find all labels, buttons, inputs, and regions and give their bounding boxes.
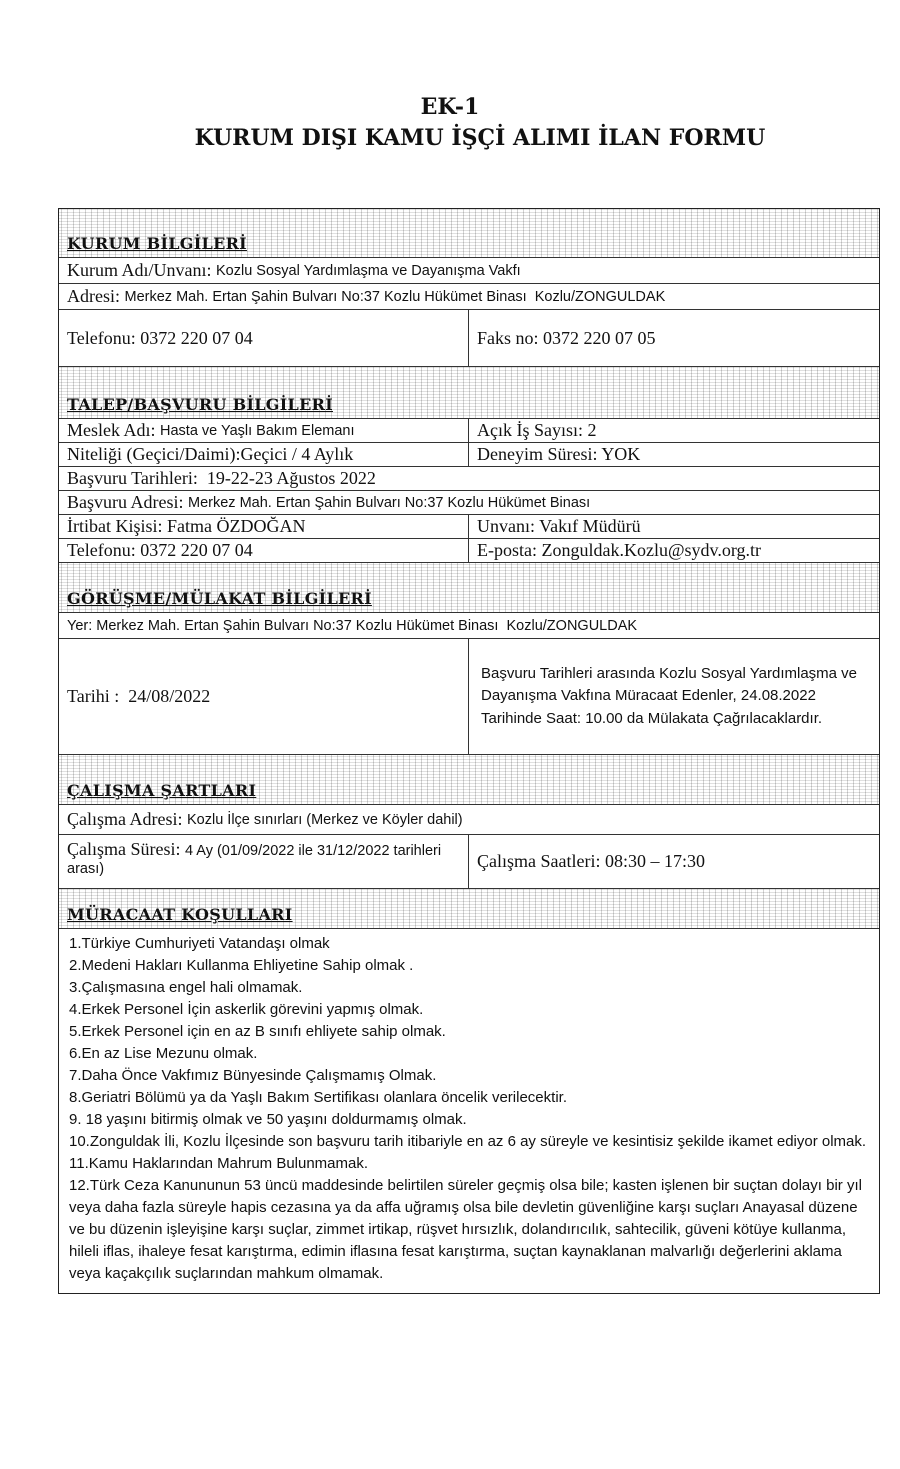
row-irtibat (59, 514, 879, 538)
kurum-name-value: Kozlu Sosyal Yardımlaşma ve Dayanışma Vakfı (216, 262, 521, 279)
unvan: Unvanı: Vakıf Müdürü (477, 516, 641, 536)
calisma-adresi-value: Kozlu İlçe sınırları (Merkez ve Köyler dahil) (187, 811, 463, 828)
calisma-saatleri: Çalışma Saatleri: 08:30 – 17:30 (477, 851, 705, 871)
section-title-kurum: KURUM BİLGİLERİ (67, 234, 247, 253)
deneyim-suresi: Deneyim Süresi: YOK (477, 444, 641, 464)
row-kurum-adres (59, 283, 879, 309)
kurum-name-label: Kurum Adı/Unvanı: (67, 260, 216, 280)
section-calisma (59, 754, 879, 804)
list-item: 8.Geriatri Bölümü ya da Yaşlı Bakım Sertifikası olanlara öncelik verilecektir. (69, 1089, 567, 1106)
list-item: 11.Kamu Haklarından Mahrum Bulunmamak. (69, 1155, 369, 1172)
row-meslek (59, 418, 879, 442)
section-title-calisma: ÇALIŞMA ŞARTLARI (67, 781, 257, 800)
row-basvuru-adresi (59, 490, 879, 514)
kurum-address-value: Merkez Mah. Ertan Şahin Bulvarı No:37 Kozlu Hükümet Binası Kozlu/ZONGULDAK (124, 288, 666, 305)
list-item: 9. 18 yaşını bitirmiş olmak ve 50 yaşını doldurmamış olmak. (69, 1111, 467, 1128)
row-yer (59, 612, 879, 638)
section-gorusme (59, 562, 879, 612)
list-item: 12.Türk Ceza Kanununun 53 üncü maddesinde belirtilen süreler geçmiş olsa bile; kasten işlenen bir suçtan dolayı bir yıl veya daha fazla süreyle hapis cezasına ya da affa uğramış olsa bile devletin güvenliğine karşı suçları Anayasal düzene ve bu düzenin işleyişine karşı suçlar, zimmet irtikap, rüşvet hırsızlık, dolandırıcılık, sahtecilik, güveni kötüye kullanma, hileli iflas, ihaleye fesat karıştırma, edimin iflasına fesat karıştırma, suçtan kaynaklanan malvarlığı değerlerini aklama veya kaçakçılık suçlarından mahkum olmamak. (69, 1177, 862, 1282)
section-title-talep: TALEP/BAŞVURU BİLGİLERİ (67, 395, 333, 414)
kurum-fax: Faks no: 0372 220 07 05 (477, 327, 656, 348)
ilan-form-table (58, 208, 880, 1294)
list-item: 7.Daha Önce Vakfımız Bünyesinde Çalışmamış Olmak. (69, 1067, 437, 1084)
meslek-label: Meslek Adı: (67, 420, 160, 440)
gorusme-aciklama: Başvuru Tarihleri arasında Kozlu Sosyal Yardımlaşma ve Dayanışma Vakfına Müracaat Edenler, 24.08.2022 Tarihinde Saat: 10.00 da Mülakata Çağrılacaklardır. (481, 664, 858, 727)
row-kurum-iletisim (59, 309, 879, 366)
basvuru-adresi-label: Başvuru Adresi: (67, 492, 188, 512)
list-item: 6.En az Lise Mezunu olmak. (69, 1045, 258, 1062)
row-nitelik (59, 442, 879, 466)
gorusme-tarih: Tarihi : 24/08/2022 (67, 686, 211, 706)
calisma-adresi-label: Çalışma Adresi: (67, 809, 187, 829)
title-line-2: KURUM DIŞI KAMU İŞÇİ ALIMI İLAN FORMU (194, 125, 766, 151)
kosullar-list (59, 929, 879, 1293)
list-item: 1.Türkiye Cumhuriyeti Vatandaşı olmak (69, 935, 330, 952)
title-line-1: EK-1 (420, 94, 480, 120)
basvuru-tarihleri: Başvuru Tarihleri: 19-22-23 Ağustos 2022 (67, 468, 376, 488)
nitelik: Niteliği (Geçici/Daimi):Geçici / 4 Aylık (67, 444, 354, 464)
section-kurum (59, 209, 879, 257)
talep-eposta: E-posta: Zonguldak.Kozlu@sydv.org.tr (477, 540, 762, 560)
row-kurum-adi (59, 257, 879, 283)
kurum-phone: Telefonu: 0372 220 07 04 (67, 327, 253, 348)
basvuru-adresi-value: Merkez Mah. Ertan Şahin Bulvarı No:37 Kozlu Hükümet Binası (188, 494, 591, 511)
row-iletisim (59, 538, 879, 562)
talep-telefon: Telefonu: 0372 220 07 04 (67, 540, 253, 560)
section-title-gorusme: GÖRÜŞME/MÜLAKAT BİLGİLERİ (67, 589, 372, 608)
calisma-suresi-label: Çalışma Süresi: (67, 839, 185, 859)
list-item: 2.Medeni Hakları Kullanma Ehliyetine Sahip olmak . (69, 957, 414, 974)
list-item: 4.Erkek Personel İçin askerlik görevini yapmış olmak. (69, 1001, 424, 1018)
row-tarih (59, 638, 879, 754)
document-title (0, 92, 900, 154)
section-talep (59, 366, 879, 418)
kurum-address-label: Adresi: (67, 286, 125, 306)
section-muracaat (59, 888, 879, 928)
section-title-muracaat: MÜRACAAT KOŞULLARI (67, 905, 293, 924)
row-calisma-adresi (59, 804, 879, 834)
row-calisma-suresi (59, 834, 879, 888)
gorusme-yer: Yer: Merkez Mah. Ertan Şahin Bulvarı No:37 Kozlu Hükümet Binası Kozlu/ZONGULDAK (67, 617, 638, 634)
calisma-suresi-value: 4 Ay (01/09/2022 ile 31/12/2022 tarihleri arası) (67, 843, 442, 877)
row-kosullar (59, 928, 879, 1293)
list-item: 10.Zonguldak İli, Kozlu İlçesinde son başvuru tarih itibariyle en az 6 ay süreyle ve kesintisiz şekilde ikamet ediyor olmak. (69, 1133, 867, 1150)
row-basvuru-tarihleri (59, 466, 879, 490)
acik-is-sayisi: Açık İş Sayısı: 2 (477, 420, 597, 440)
irtibat-kisisi: İrtibat Kişisi: Fatma ÖZDOĞAN (67, 516, 306, 536)
meslek-value: Hasta ve Yaşlı Bakım Elemanı (160, 422, 355, 439)
list-item: 5.Erkek Personel için en az B sınıfı ehliyete sahip olmak. (69, 1023, 446, 1040)
list-item: 3.Çalışmasına engel hali olmamak. (69, 979, 303, 996)
